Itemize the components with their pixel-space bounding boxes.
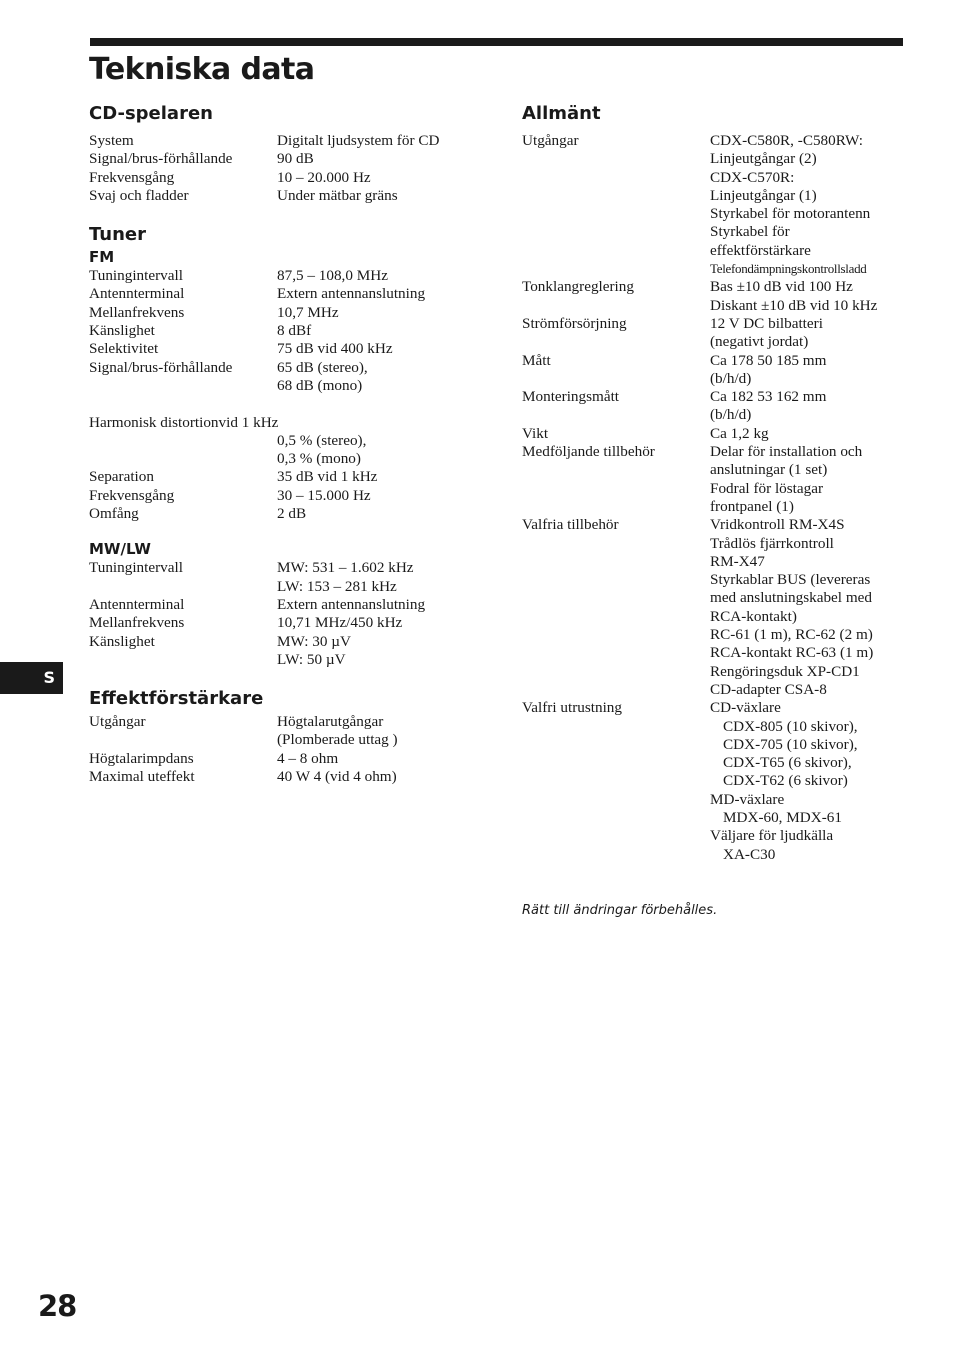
spec-label: Tonklangreglering	[522, 278, 634, 296]
spec-row	[89, 432, 489, 469]
spec-row	[522, 425, 922, 443]
spec-value-line: XA-C30	[723, 845, 776, 863]
spec-value-line: Linjeutgångar (2)	[710, 150, 817, 168]
spec-value-line: med anslutningskabel med	[710, 589, 872, 607]
distortion-label: Harmonisk distortionvid 1 kHz	[89, 413, 279, 431]
spec-label: Känslighet	[89, 632, 155, 650]
spec-label: Högtalarimpdans	[89, 749, 194, 767]
spec-value	[277, 432, 489, 469]
spec-value: 10,71 MHz/450 kHz	[277, 614, 403, 632]
spec-label: Separation	[89, 468, 154, 486]
spec-value-line: Väljare för ljudkälla	[710, 827, 834, 845]
spec-value-line: CDX-705 (10 skivor),	[723, 735, 858, 753]
spec-value-line: 0,5 % (stereo),	[277, 431, 367, 449]
spec-value-line: Ca 1,2 kg	[710, 424, 769, 442]
spec-value-line: Linjeutgångar (1)	[710, 186, 817, 204]
section-heading-tuner: Tuner	[89, 224, 147, 246]
spec-value-line: Ca 182 53 162 mm	[710, 388, 827, 406]
spec-label: Signal/brus-förhållande	[89, 358, 233, 376]
spec-value-line: Bas ±10 dB vid 100 Hz	[710, 278, 853, 296]
top-rule	[90, 38, 903, 46]
spec-label: Omfång	[89, 505, 139, 523]
spec-value	[710, 315, 922, 352]
spec-value-line: Diskant ±10 dB vid 10 kHz	[710, 296, 878, 314]
spec-value: 40 W 4 (vid 4 ohm)	[277, 768, 397, 786]
spec-label: Vikt	[522, 424, 549, 442]
spec-value: Under mätbar gräns	[277, 186, 398, 204]
spec-row	[89, 487, 489, 505]
spec-value-line: 12 V DC bilbatteri	[710, 314, 823, 332]
spec-value: 2 dB	[277, 505, 307, 523]
spec-value: 10,7 MHz	[277, 303, 339, 321]
spec-value: 8 dBf	[277, 322, 312, 340]
right-column	[522, 102, 922, 864]
spec-value	[710, 352, 922, 389]
spec-value	[710, 278, 922, 315]
spec-value	[710, 132, 922, 278]
spec-row	[89, 267, 489, 285]
spec-value-line: LW: 153 – 281 kHz	[277, 577, 397, 595]
spec-label: Strömförsörjning	[522, 314, 627, 332]
spec-row	[522, 388, 922, 425]
spec-label: Selektivitet	[89, 340, 159, 358]
spec-value: 35 dB vid 1 kHz	[277, 468, 378, 486]
spec-row	[89, 359, 489, 396]
spec-label: Antennterminal	[89, 285, 185, 303]
spec-label: Mellanfrekvens	[89, 614, 185, 632]
spec-value	[710, 425, 922, 443]
spec-value-line: CDX-C580R, -C580RW:	[710, 132, 864, 149]
spec-value-line: MW: 531 – 1.602 kHz	[277, 559, 414, 577]
spec-row	[522, 443, 922, 516]
spec-row	[89, 187, 489, 205]
spec-row	[89, 505, 489, 523]
spec-row	[89, 614, 489, 632]
left-column	[89, 102, 489, 786]
spec-row	[89, 596, 489, 614]
spec-row	[522, 352, 922, 389]
spec-value-line: Högtalarutgångar	[277, 713, 384, 731]
spec-row	[522, 132, 922, 278]
spec-row	[89, 322, 489, 340]
spec-value-line: CD-adapter CSA-8	[710, 680, 827, 698]
spec-label: Medföljande tillbehör	[522, 443, 655, 461]
spec-value-line: RCA-kontakt)	[710, 607, 797, 625]
spec-value-line: CDX-T65 (6 skivor),	[723, 754, 852, 772]
general-spec-list	[522, 132, 922, 864]
spec-label: Frekvensgång	[89, 168, 175, 186]
page-title: Tekniska data	[89, 52, 315, 87]
page-number: 28	[38, 1289, 77, 1323]
spec-label: Signal/brus-förhållande	[89, 150, 233, 168]
spec-row	[522, 516, 922, 699]
spec-label: Monteringsmått	[522, 388, 620, 406]
spec-label: Maximal uteffekt	[89, 768, 195, 786]
spec-row	[89, 285, 489, 303]
spec-value: 90 dB	[277, 150, 314, 168]
spec-value-line: MDX-60, MDX-61	[723, 808, 842, 826]
spec-value: Digitalt ljudsystem för CD	[277, 132, 440, 149]
spec-value-line: anslutningar (1 set)	[710, 461, 828, 479]
spec-value: 75 dB vid 400 kHz	[277, 340, 393, 358]
spec-value	[710, 699, 922, 864]
spec-value	[277, 713, 489, 750]
spec-label: Tuningintervall	[89, 559, 183, 577]
spec-value-line: Styrkablar BUS (levereras	[710, 571, 871, 589]
spec-value-line: 68 dB (mono)	[277, 376, 363, 394]
section-heading-amplifier: Effektförstärkare	[89, 688, 264, 710]
spec-label: System	[89, 132, 134, 149]
spec-value	[277, 359, 489, 396]
spec-row	[89, 750, 489, 768]
spec-value: 87,5 – 108,0 MHz	[277, 267, 388, 285]
spec-value-line: Styrkabel för motorantenn	[710, 205, 871, 223]
spec-value-line: Telefondämpningskontrollsladd	[710, 261, 867, 277]
spec-value-line: Styrkabel för	[710, 223, 790, 241]
spec-value-line: frontpanel (1)	[710, 497, 794, 515]
spec-value-line: MD-växlare	[710, 790, 785, 808]
spec-label: Frekvensgång	[89, 486, 175, 504]
spec-value: 30 – 15.000 Hz	[277, 486, 371, 504]
spec-label: Utgångar	[522, 132, 579, 149]
spec-value-line: Fodral för löstagar	[710, 479, 824, 497]
spec-value-line: (b/h/d)	[710, 369, 752, 387]
spec-value-line: RC-61 (1 m), RC-62 (2 m)	[710, 626, 873, 644]
spec-label: Utgångar	[89, 713, 146, 731]
spec-value-line: (Plomberade uttag )	[277, 731, 398, 749]
spec-value-line: CDX-C570R:	[710, 168, 795, 186]
subheading-fm: FM	[89, 248, 115, 267]
spec-label: Valfria tillbehör	[522, 516, 619, 534]
spec-value-line: Delar för installation och	[710, 443, 863, 461]
spec-value: 4 – 8 ohm	[277, 749, 339, 767]
spec-value-line: Rengöringsduk XP-CD1	[710, 662, 860, 680]
spec-value	[710, 443, 922, 516]
spec-row	[89, 340, 489, 358]
spec-row	[89, 559, 489, 596]
disclaimer-note: Rätt till ändringar förbehålles.	[522, 903, 718, 918]
spec-label: Valfri utrustning	[522, 699, 622, 717]
spec-value-line: CD-växlare	[710, 699, 781, 717]
spec-value-line: Trådlös fjärrkontroll	[710, 534, 834, 552]
spec-value-line: effektförstärkare	[710, 241, 811, 259]
spec-label: Mellanfrekvens	[89, 303, 185, 321]
spec-value	[710, 388, 922, 425]
spec-row	[89, 713, 489, 750]
spec-value-line: Vridkontroll RM-X4S	[710, 516, 845, 534]
spec-value-line: 0,3 % (mono)	[277, 450, 361, 468]
spec-label: Känslighet	[89, 322, 155, 340]
spec-value	[277, 559, 489, 596]
spec-value-line: 65 dB (stereo),	[277, 358, 368, 376]
spec-row	[89, 150, 489, 168]
spec-label: Svaj och fladder	[89, 186, 189, 204]
spec-value-line: RM-X47	[710, 552, 765, 570]
spec-row	[89, 633, 489, 670]
subheading-mwlw: MW/LW	[89, 540, 151, 559]
spec-value	[710, 516, 922, 699]
spec-value-line: RCA-kontakt RC-63 (1 m)	[710, 644, 874, 662]
spec-value-line: Ca 178 50 185 mm	[710, 351, 827, 369]
spec-label: Tuningintervall	[89, 267, 183, 285]
spec-label: Mått	[522, 351, 551, 369]
section-heading-general: Allmänt	[522, 103, 601, 124]
spec-value: Extern antennanslutning	[277, 595, 426, 613]
spec-row	[89, 304, 489, 322]
spec-row	[522, 315, 922, 352]
spec-value-line: CDX-805 (10 skivor),	[723, 717, 858, 735]
spec-value: 10 – 20.000 Hz	[277, 168, 371, 186]
spec-row	[89, 468, 489, 486]
spec-row	[89, 768, 489, 786]
spec-value-line: MW: 30 µV	[277, 632, 351, 650]
spec-value-line: LW: 50 µV	[277, 650, 346, 668]
spec-value: Extern antennanslutning	[277, 285, 426, 303]
spec-value	[277, 633, 489, 670]
spec-label: Antennterminal	[89, 595, 185, 613]
blank-line	[89, 395, 489, 413]
spec-value-line: (negativt jordat)	[710, 333, 809, 351]
spec-row	[89, 132, 489, 150]
spec-value-line: (b/h/d)	[710, 406, 752, 424]
spec-row	[89, 169, 489, 187]
spec-value-line: CDX-T62 (6 skivor)	[723, 772, 848, 790]
section-heading-cd: CD-spelaren	[89, 103, 213, 124]
spec-row	[522, 278, 922, 315]
spec-row	[522, 699, 922, 864]
language-tab: S	[0, 662, 63, 694]
